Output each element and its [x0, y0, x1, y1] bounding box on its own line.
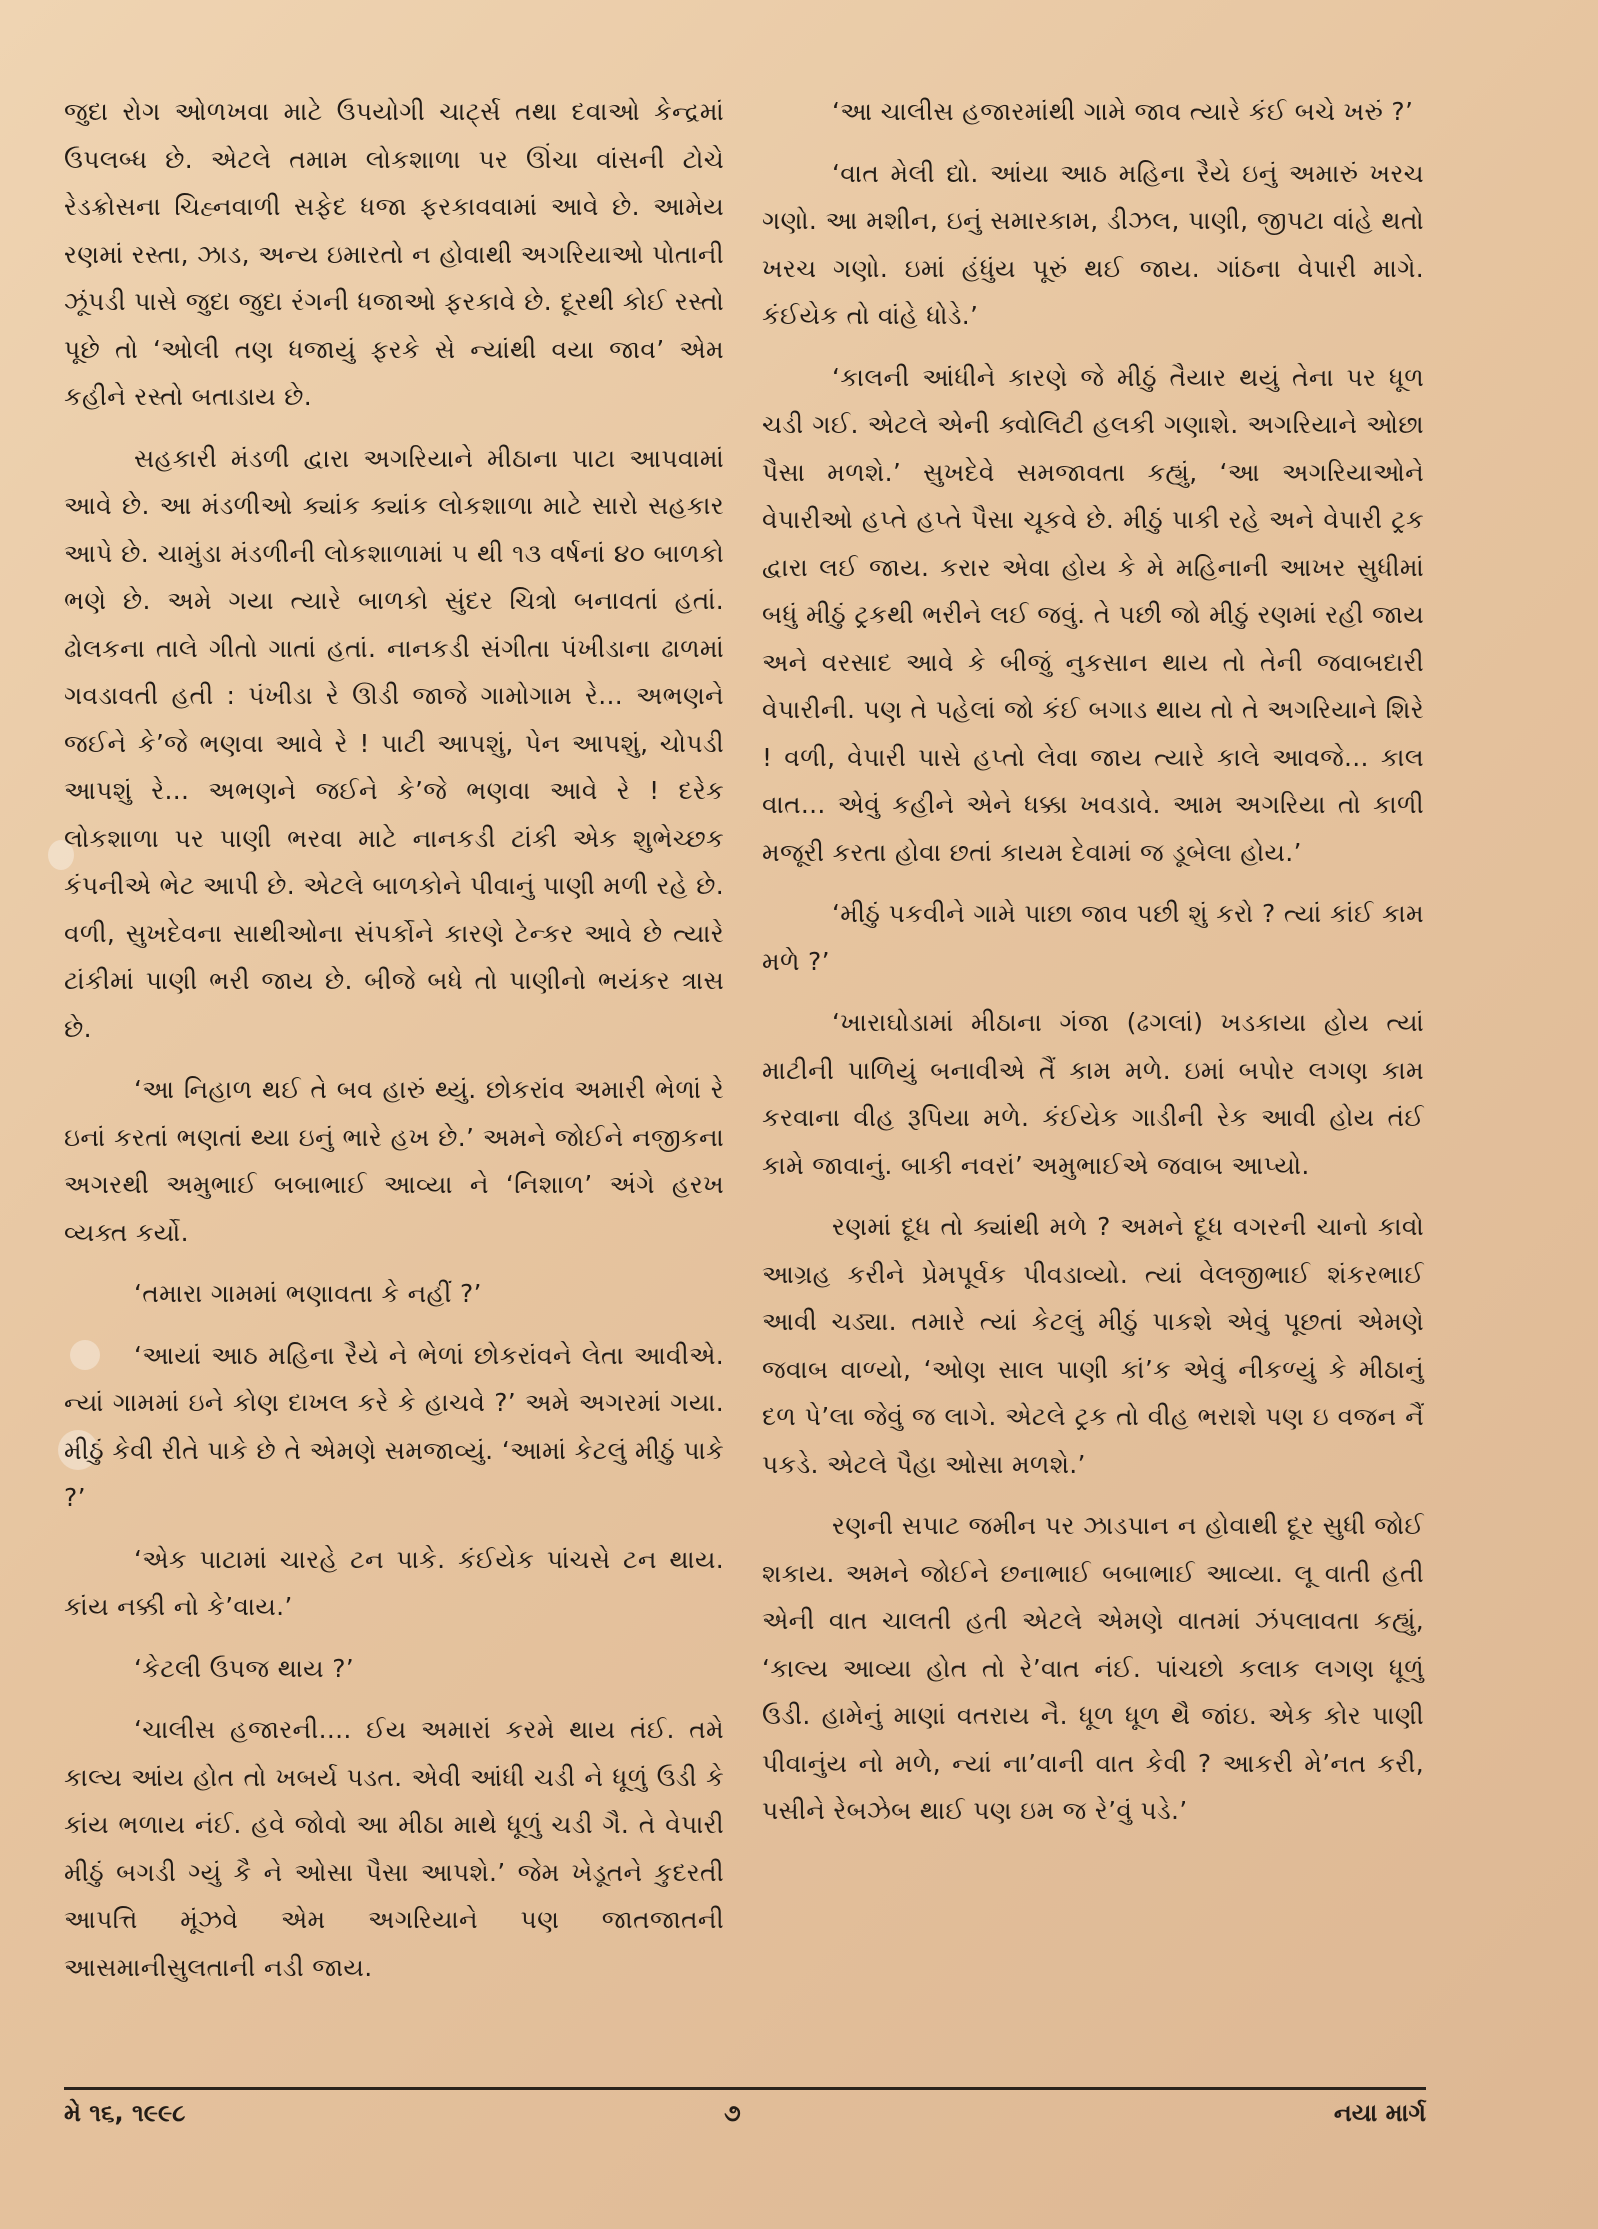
- paragraph: જુદા રોગ ઓળખવા માટે ઉપયોગી ચાર્ટ્સ તથા દવાઓ કેન્દ્રમાં ઉપલબ્ધ છે. એટલે તમામ લોકશાળા પર ઊંચા વાંસની ટોચે રેડક્રોસના ચિહ્નવાળી સફેદ ધજા ફરકાવવામાં આવે છે. આમેય રણમાં રસ્તા, ઝાડ, અન્ય ઇમારતો ન હોવાથી અગરિયાઓ પોતાની ઝૂંપડી પાસે જુદા જુદા રંગની ધજાઓ ફરકાવે છે. દૂરથી કોઈ રસ્તો પૂછે તો ‘ઓલી તણ ધજાયું ફરકે સે ન્યાંથી વયા જાવ’ એમ કહીને રસ્તો બતાડાય છે.: [64, 97, 724, 411]
- paragraph: ‘આ ચાલીસ હજારમાંથી ગામે જાવ ત્યારે કંઈ બચે ખરું ?’: [832, 97, 1414, 126]
- paragraph: ‘ચાલીસ હજારની.... ઈય અમારાં કરમે થાય તંઈ. તમે કાલ્ય આંય હોત તો ખબર્ય પડત. એવી આંધી ચડી ને ધૂળું ઉડી કે કાંય ભળાય નંઈ. હવે જોવો આ મીઠા માથે ધૂળું ચડી ગૈ. તે વેપારી મીઠું બગડી ગ્યું કૈ ને ઓસા પૈસા આપશે.’ જેમ ખેડૂતને કુદરતી આપત્તિ મૂંઝવે એમ અગરિયાને પણ જાતજાતની આસમાનીસુલતાની નડી જાય.: [64, 1715, 724, 1982]
- right-column: [762, 88, 1424, 1849]
- paragraph: રણની સપાટ જમીન પર ઝાડપાન ન હોવાથી દૂર સુધી જોઈ શકાય. અમને જોઈને છનાભાઈ બબાભાઈ આવ્યા. લૂ વાતી હતી એની વાત ચાલતી હતી એટલે એમણે વાતમાં ઝંપલાવતા કહ્યું, ‘કાલ્ય આવ્યા હોત તો રે’વાત નંઈ. પાંચછો કલાક લગણ ધૂળું ઉડી. હામેનું માણાં વતરાય નૈ. ધૂળ ધૂળ થૈ જાંઇ. એક કોર પાણી પીવાનુંય નો મળે, ન્યાં ના’વાની વાત કેવી ? આકરી મે’નત કરી, પસીને રેબઝેબ થાઈ પણ ઇમ જ રે’વું પડે.’: [762, 1511, 1424, 1825]
- paragraph: ‘આ નિહાળ થઈ તે બવ હારું થ્યું. છોકરાંવ અમારી ભેળાં રે ઇનાં કરતાં ભણતાં થ્યા ઇનું ભારે હખ છે.’ અમને જોઈને નજીકના અગરથી અમુભાઈ બબાભાઈ આવ્યા ને ‘નિશાળ’ અંગે હરખ વ્યક્ત કર્યો.: [64, 1075, 724, 1247]
- paragraph: ‘ખારાઘોડામાં મીઠાના ગંજા (ઢગલાં) ખડકાયા હોય ત્યાં માટીની પાળિયું બનાવીએ તૈં કામ મળે. ઇમાં બપોર લગણ કામ કરવાના વીહ રૂપિયા મળે. કંઈયેક ગાડીની રેક આવી હોય તંઈ કામે જાવાનું. બાકી નવરાં’ અમુભાઈએ જવાબ આપ્યો.: [762, 1008, 1424, 1180]
- paragraph: સહકારી મંડળી દ્વારા અગરિયાને મીઠાના પાટા આપવામાં આવે છે. આ મંડળીઓ ક્યાંક ક્યાંક લોકશાળા માટે સારો સહકાર આપે છે. ચામુંડા મંડળીની લોકશાળામાં ૫ થી ૧૩ વર્ષનાં ૪૦ બાળકો ભણે છે. અમે ગયા ત્યારે બાળકો સુંદર ચિત્રો બનાવતાં હતાં. ઢોલકના તાલે ગીતો ગાતાં હતાં. નાનકડી સંગીતા પંખીડાના ઢાળમાં ગવડાવતી હતી : પંખીડા રે ઊડી જાજે ગામોગામ રે... અભણને જઈને કે’જે ભણવા આવે રે ! પાટી આપશું, પેન આપશું, ચોપડી આપશું રે... અભણને જઈને કે’જે ભણવા આવે રે ! દરેક લોકશાળા પર પાણી ભરવા માટે નાનકડી ટાંકી એક શુભેચ્છક કંપનીએ ભેટ આપી છે. એટલે બાળકોને પીવાનું પાણી મળી રહે છે. વળી, સુખદેવના સાથીઓના સંપર્કોને કારણે ટેન્કર આવે છે ત્યારે ટાંકીમાં પાણી ભરી જાય છે. બીજે બધે તો પાણીનો ભયંકર ત્રાસ છે.: [64, 443, 724, 1043]
- paragraph: ‘તમારા ગામમાં ભણાવતા કે નહીં ?’: [134, 1279, 482, 1308]
- paragraph: ‘કેટલી ઉપજ થાય ?’: [134, 1653, 355, 1683]
- left-column: [64, 88, 724, 2005]
- magazine-name: નયા માર્ગ: [1333, 2099, 1426, 2127]
- paragraph: ‘કાલની આંધીને કારણે જે મીઠું તૈયાર થયું તેના પર ધૂળ ચડી ગઈ. એટલે એની ક્વોલિટી હલકી ગણાશે. અગરિયાને ઓછા પૈસા મળશે.’ સુખદેવે સમજાવતા કહ્યું, ‘આ અગરિયાઓને વેપારીઓ હપ્તે હપ્તે પૈસા ચૂકવે છે. મીઠું પાકી રહે અને વેપારી ટ્રક દ્વારા લઈ જાય. કરાર એવા હોય કે મે મહિનાની આખર સુધીમાં બધું મીઠું ટ્રકથી ભરીને લઈ જવું. તે પછી જો મીઠું રણમાં રહી જાય અને વરસાદ આવે કે બીજું નુકસાન થાય તો તેની જવાબદારી વેપારીની. પણ તે પહેલાં જો કંઈ બગાડ થાય તો તે અગરિયાને શિરે ! વળી, વેપારી પાસે હપ્તો લેવા જાય ત્યારે કાલે આવજે... કાલ વાત... એવું કહીને એને ધક્કા ખવડાવે. આમ અગરિયા તો કાળી મજૂરી કરતા હોવા છતાં કાયમ દેવામાં જ ડૂબેલા હોય.’: [762, 362, 1424, 867]
- paragraph: ‘મીઠું પકવીને ગામે પાછા જાવ પછી શું કરો ? ત્યાં કાંઈ કામ મળે ?’: [762, 899, 1424, 976]
- paragraph: ‘એક પાટામાં ચારહે ટન પાકે. કંઈયેક પાંચસે ટન થાય. કાંય નક્કી નો કે’વાય.’: [64, 1544, 724, 1621]
- paragraph: રણમાં દૂધ તો ક્યાંથી મળે ? અમને દૂધ વગરની ચાનો કાવો આગ્રહ કરીને પ્રેમપૂર્વક પીવડાવ્યો. ત્યાં વેલજીભાઈ શંકરભાઈ આવી ચડ્યા. તમારે ત્યાં કેટલું મીઠું પાકશે એવું પૂછતાં એમણે જવાબ વાળ્યો, ‘ઓણ સાલ પાણી કાં’ક એવું નીકળ્યું કે મીઠાનું દળ પે’લા જેવું જ લાગે. એટલે ટ્રક તો વીહ ભરાશે પણ ઇ વજન નૈં પકડે. એટલે પૈહા ઓસા મળશે.’: [762, 1212, 1424, 1479]
- footer-rule: [64, 2087, 1426, 2090]
- paragraph: ‘આયાં આઠ મહિના રૈયે ને ભેળાં છોકરાંવને લેતા આવીએ. ન્યાં ગામમાં ઇને કોણ દાખલ કરે કે હાચવે ?’ અમે અગરમાં ગયા. મીઠું કેવી રીતે પાકે છે તે એમણે સમજાવ્યું. ‘આમાં કેટલું મીઠું પાકે ?’: [64, 1340, 724, 1512]
- page-number: ૭: [724, 2099, 741, 2127]
- paragraph: ‘વાત મેલી દ્યો. આંયા આઠ મહિના રૈયે ઇનું અમારું ખરચ ગણો. આ મશીન, ઇનું સમારકામ, ડીઝલ, પાણી, જીપટા વાંહે થતો ખરચ ગણો. ઇમાં હંધુંય પૂરું થઈ જાય. ગાંઠના વેપારી માગે. કંઈયેક તો વાંહે ધોડે.’: [762, 158, 1424, 330]
- issue-date: મે ૧૬, ૧૯૯૮: [64, 2099, 186, 2127]
- page-footer: [64, 2095, 1426, 2135]
